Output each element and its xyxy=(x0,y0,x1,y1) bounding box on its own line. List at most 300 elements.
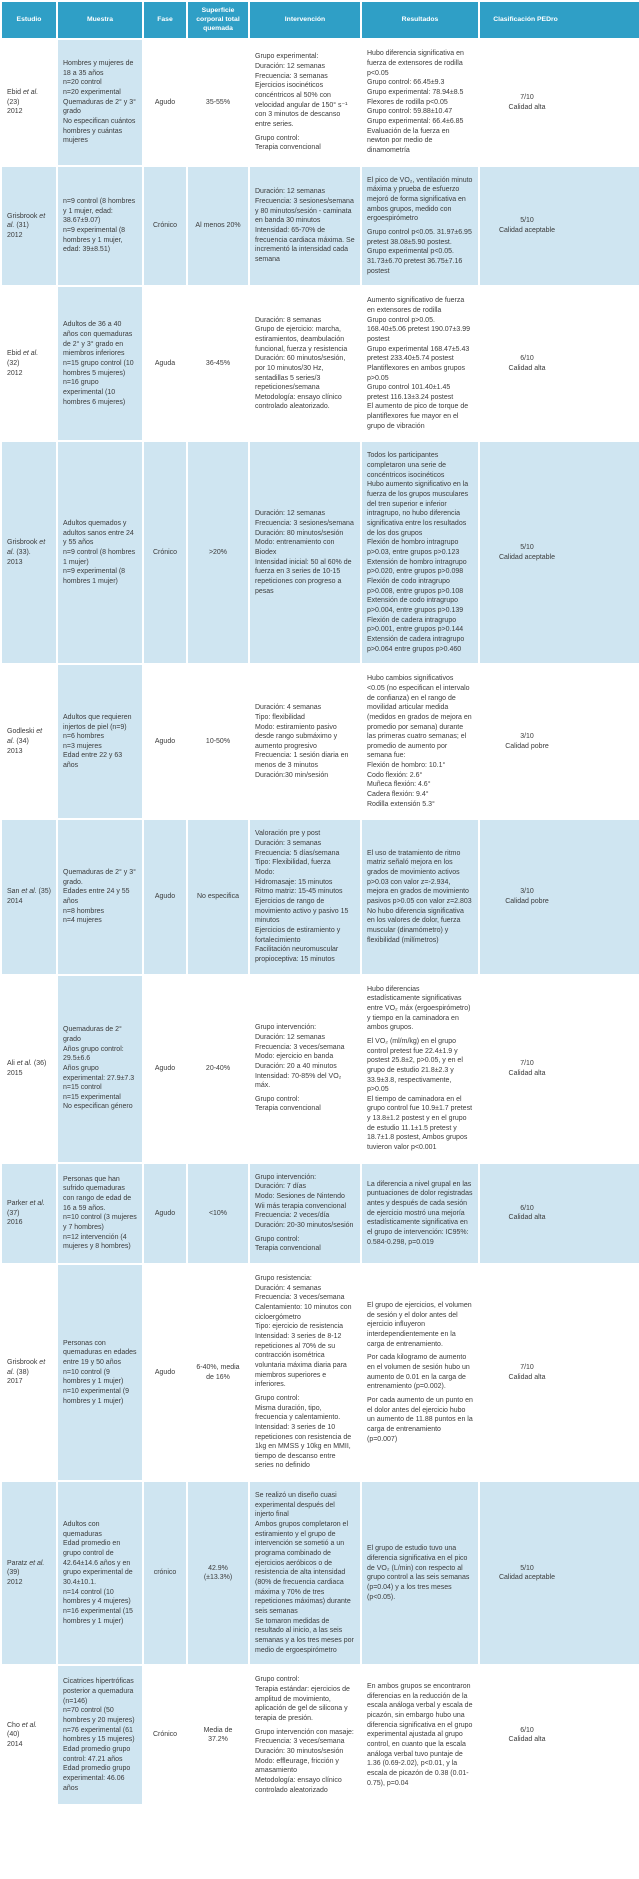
text-line: Duración: 60 minutos/sesión, por 10 minutos/30 Hz, sentadillas 5 series/3 repeticiones/semana xyxy=(255,355,346,392)
table-row xyxy=(1,1264,639,1481)
text-line: Tipo: ejercicio de resistencia xyxy=(255,1323,344,1331)
cell-resultados xyxy=(361,819,479,974)
col-header-label: Superficie corporal total quemada xyxy=(196,7,240,32)
text-line: Calidad aceptable xyxy=(498,553,556,561)
cell-estudio xyxy=(1,664,57,819)
cell-estudio xyxy=(1,441,57,664)
text-line: Calidad alta xyxy=(508,1736,546,1744)
text-line: Grupo experimental p<0.05. 31.73±6.70 pretest 36.75±7.16 postest xyxy=(367,248,463,275)
text-line: Quemaduras de 2° y 3° grado xyxy=(63,98,136,116)
text-line: Facilitación neuromuscular propioceptiva: 15 minutos xyxy=(255,946,339,963)
text-line: n=9 experimental (8 hombres y 1 mujer, edad: 39±8.51) xyxy=(63,226,126,254)
text-line: Calidad alta xyxy=(508,1214,546,1222)
text-line: >20% xyxy=(208,549,228,557)
text-line: Ebid et al. (32) xyxy=(7,350,39,368)
text-line: Hubo diferencias estadísticamente significativas entre VO₂ máx (ergoespirómetro) y tiempo en la caminadora en ambos grupos. xyxy=(367,985,471,1032)
text-line: Agudo xyxy=(154,98,176,106)
cell-resultados xyxy=(361,975,479,1163)
cell-muestra xyxy=(57,1264,143,1481)
text-line: Grupo control: 66.45±9.3 xyxy=(367,79,445,87)
table-body xyxy=(1,39,639,1805)
text-line: Modo: effleurage, fricción y amasamiento xyxy=(255,1757,339,1775)
cell-muestra xyxy=(57,819,143,974)
text-line: Modo: xyxy=(255,869,275,877)
cell-clasificacion-pedro xyxy=(479,1163,639,1264)
text-line: Frecuencia: 3 veces/semana xyxy=(255,1738,345,1746)
text-line: El grupo de ejercicios, el volumen de sesión y el dolor antes del ejercicio influyeron interdependientemente en la carga de entrenamiento. xyxy=(367,1301,472,1348)
text-line: Cho et al. (40) xyxy=(7,1721,37,1739)
cell-superficie xyxy=(187,1665,249,1805)
text-line: Adultos quemados y adultos sanos entre 24 y 55 años xyxy=(63,520,134,547)
text-line: Grisbrook et al. (33). xyxy=(7,539,46,557)
text-line: Calidad pobre xyxy=(505,742,549,750)
text-line: Modo: ejercicio en banda xyxy=(255,1053,334,1061)
text-line: Ejercicios isocinéticos concéntricos al 50% con velocidad angular de 150° s⁻¹ con 3 minutos de descanso entre series. xyxy=(255,82,348,128)
text-line: Cicatrices hipertróficas posterior a quemadura (n=146) xyxy=(63,1678,134,1705)
cell-resultados xyxy=(361,1163,479,1264)
text-line: Agudo xyxy=(154,738,176,745)
table-row xyxy=(1,1163,639,1264)
table-row xyxy=(1,166,639,287)
text-line: Hidromasaje: 15 minutos xyxy=(255,878,333,886)
text-line: Ejercicios de estiramiento y fortalecimiento xyxy=(255,926,341,944)
cell-resultados xyxy=(361,39,479,165)
text-line: Intensidad: 3 series de 10 repeticiones con resistencia de 1kg en MMSS y 10kg en MMII, tiempo de descanso entre series no definido xyxy=(255,1423,352,1470)
text-line: n=70 control (50 hombres y 20 mujeres) xyxy=(63,1707,135,1724)
text-line: n=10 control (3 mujeres y 7 hombres) xyxy=(63,1214,137,1232)
text-line: Personas con quemaduras en edades entre 19 y 50 años xyxy=(63,1339,137,1367)
col-header-resultados xyxy=(361,1,479,39)
text-line: El VO₂ (ml/m/kg) en el grupo control pretest fue 22.4±1.9 y postest 25.8±2, p>0.05, y en el grupo de estudio 21.8±2.3 y 33.9±3.8, respectivamente, p>0.05 xyxy=(367,1037,463,1094)
text-line: Adultos de 36 a 40 años con quemaduras de 2° y 3° grado en miembros inferiores xyxy=(63,321,133,358)
col-header-estudio xyxy=(1,1,57,39)
cell-clasificacion-pedro xyxy=(479,975,639,1163)
text-line: Muñeca flexión: 4.6° xyxy=(367,781,431,789)
text-line: Intensidad: 70-85% del VO₂ máx. xyxy=(255,1072,342,1090)
text-line: Calidad alta xyxy=(508,1373,546,1381)
text-line: 2016 xyxy=(7,1219,23,1227)
cell-fase xyxy=(143,975,187,1163)
cell-muestra xyxy=(57,166,143,287)
text-line: 42.9% (±13.3%) xyxy=(203,1564,233,1582)
cell-muestra xyxy=(57,39,143,165)
text-line: Grupo experimental: 66.4±6.85 xyxy=(367,118,464,126)
text-line: Flexión de codo intragrupo p>0.008, entre grupos p>0.108 xyxy=(367,577,464,595)
text-line: Edad promedio en grupo control de 42.64±14.6 años y en grupo experimental de 30.4±10.1. xyxy=(63,1540,133,1587)
text-line: n=20 experimental xyxy=(63,89,121,97)
text-line: Años grupo control: 29.5±6.6 xyxy=(63,1045,124,1063)
table-row xyxy=(1,975,639,1163)
cell-estudio xyxy=(1,166,57,287)
cell-estudio xyxy=(1,1264,57,1481)
text-line: n=6 hombres xyxy=(63,733,105,741)
text-line: n=15 grupo control (10 hombres 5 mujeres) xyxy=(63,360,134,377)
text-line: Metodología: ensayo clínico controlado aleatorizado. xyxy=(255,393,342,411)
text-line: Por cada kilogramo de aumento en el volumen de sesión hubo un aumento de 0.01 en la carga de entrenamiento (p=0.002). xyxy=(367,1354,470,1391)
text-line: Duración: 20 a 40 minutos xyxy=(255,1062,337,1070)
cell-intervencion xyxy=(249,441,361,664)
text-line: 5/10 xyxy=(520,1564,534,1572)
text-line: Duración: 12 semanas xyxy=(255,1033,326,1041)
text-line: Frecuencia: 3 semanas xyxy=(255,72,328,80)
text-line: Calidad alta xyxy=(508,364,546,372)
cell-superficie xyxy=(187,664,249,819)
text-line: n=3 mujeres xyxy=(63,742,102,750)
text-line: Se tomaron medidas de resultado al inicio, a las seis semanas y a los tres meses por medio de ergoespirómetro xyxy=(255,1617,354,1654)
cell-estudio xyxy=(1,1481,57,1665)
text-line: 2014 xyxy=(7,1741,23,1749)
cell-superficie xyxy=(187,441,249,664)
cell-estudio xyxy=(1,1665,57,1805)
text-line: Duración:30 min/sesión xyxy=(255,771,329,779)
text-line: Paratz et al. (39) xyxy=(7,1559,45,1577)
cell-fase xyxy=(143,286,187,441)
cell-intervencion xyxy=(249,1264,361,1481)
text-line: Grupo intervención: xyxy=(255,1024,317,1032)
text-line: Calidad aceptable xyxy=(498,226,556,234)
cell-fase xyxy=(143,166,187,287)
text-line: Ebid et al. (23) xyxy=(7,89,39,106)
cell-muestra xyxy=(57,664,143,819)
text-line: Modo: estiramiento pasivo desde rango submáximo y aumento progresivo xyxy=(255,723,338,750)
text-line: 2017 xyxy=(7,1378,23,1386)
cell-clasificacion-pedro xyxy=(479,1481,639,1665)
text-line: n=16 experimental (15 hombres y 1 mujer) xyxy=(63,1608,133,1625)
text-line: Hombres y mujeres de 18 a 35 años xyxy=(63,60,134,77)
text-line: 3/10 xyxy=(520,888,534,896)
cell-resultados xyxy=(361,664,479,819)
table-row xyxy=(1,819,639,974)
cell-fase xyxy=(143,1264,187,1481)
text-line: 2012 xyxy=(7,1579,23,1587)
cell-fase xyxy=(143,819,187,974)
text-line: Duración: 12 semanas xyxy=(255,62,326,70)
text-line: Terapia convencional xyxy=(255,1245,321,1253)
text-line: Hubo cambios significativos <0.05 (no especifican el intervalo de confianza) en el rango de movilidad articular medida (medidos en grados de mejora en promedio por semana) durante las primeras cuatro semanas; el promedio de aumento por semana fue: xyxy=(367,675,472,760)
text-line: n=9 experimental (8 hombres 1 mujer) xyxy=(63,568,126,585)
text-line: Adultos con quemaduras xyxy=(63,1521,102,1538)
text-line: 36-45% xyxy=(205,360,231,368)
text-line: Modo: entrenamiento con Biodex xyxy=(255,539,335,557)
text-line: n=76 experimental (61 hombres y 15 mujeres) xyxy=(63,1726,135,1744)
text-line: Terapia convencional xyxy=(255,144,321,152)
text-line: Crónico xyxy=(152,222,178,230)
cell-fase xyxy=(143,1163,187,1264)
text-line: San et al. (35) xyxy=(7,888,51,896)
cell-fase xyxy=(143,1665,187,1805)
cell-fase xyxy=(143,1481,187,1665)
text-line: n=16 grupo experimental (10 hombres 6 mujeres) xyxy=(63,379,126,406)
text-line: 10-50% xyxy=(205,738,231,745)
cell-muestra xyxy=(57,1163,143,1264)
text-line: Ambos grupos completaron el estiramiento y el grupo de intervención se sometió a un programa combinado de ejercicios aeróbicos o de resistencia de alta intensidad (80% de frecuencia cardiaca máxima y 70% de tres repeticiones máximas) durante seis semanas xyxy=(255,1521,351,1616)
table-row xyxy=(1,1481,639,1665)
col-header-label: Fase xyxy=(157,15,173,23)
text-line: Frecuencia: 5 días/semana xyxy=(255,849,340,857)
text-line: <10% xyxy=(208,1209,228,1217)
text-line: 2013 xyxy=(7,747,23,755)
text-line: Ritmo matriz: 15-45 minutos xyxy=(255,888,343,896)
text-line: n=10 experimental (9 hombres y 1 mujer) xyxy=(63,1388,129,1405)
text-line: Extensión de cadera intragrupo p>0.064 entre grupos p>0.460 xyxy=(367,635,465,653)
text-line: El grupo de estudio tuvo una diferencia significativa en el pico de VO₂ (L/min) con respecto al grupo control a las seis semanas (p=0.04) y a los tres meses (p<0.05). xyxy=(367,1545,470,1601)
text-line: Duración: 30 minutos/sesión xyxy=(255,1747,344,1755)
header-row xyxy=(1,1,639,39)
text-line: Plantiflexores en ambos grupos p>0.05 xyxy=(367,364,466,382)
text-line: Agudo xyxy=(154,893,176,901)
text-line: Tipo: flexibilidad xyxy=(255,713,305,721)
text-line: Grupo control: xyxy=(255,134,300,142)
text-line: Duración: 20-30 minutos/sesión xyxy=(255,1222,354,1230)
text-line: Grupo control p>0.05. 168.40±5.06 pretest 190.07±3.99 postest xyxy=(367,316,471,343)
text-line: Godleski et al. (34) xyxy=(7,728,43,745)
text-line: Aguda xyxy=(154,360,176,368)
text-line: Frecuencia: 3 sesiones/semana y 80 minutos/sesión - caminata en banda 30 minutos xyxy=(255,198,354,225)
col-header-label: Muestra xyxy=(86,15,114,23)
text-line: Cadera flexión: 9.4° xyxy=(367,791,429,799)
text-line: El pico de VO₂, ventilación minuto máxima y prueba de esfuerzo mejoró de forma significativa en ambos grupos, medido con ergoespirómetro xyxy=(367,176,473,223)
cell-superficie xyxy=(187,1163,249,1264)
col-header-label: Estudio xyxy=(16,15,42,23)
text-line: 6/10 xyxy=(520,355,534,363)
text-line: Frecuencia: 2 veces/día xyxy=(255,1212,330,1220)
text-line: Grupo control p<0.05. 31.97±6.95 pretest 38.08±5.90 postest. xyxy=(367,228,472,246)
cell-resultados xyxy=(361,286,479,441)
text-line: n=4 mujeres xyxy=(63,917,102,925)
text-line: Intensidad: 65-70% de frecuencia cardiaca máxima. Se incrementó la intensidad cada semana xyxy=(255,226,355,263)
text-line: Evaluación de la fuerza en newton por medio de dinamometría xyxy=(367,127,450,155)
text-line: Duración: 8 semanas xyxy=(255,316,322,324)
text-line: Terapia estándar: ejercicios de amplitud de movimiento, aplicación de gel de silicona y terapia de presión. xyxy=(255,1685,350,1722)
text-line: Agudo xyxy=(154,1368,176,1376)
text-line: 2012 xyxy=(7,108,23,116)
text-line: Grisbrook et al. (38) xyxy=(7,1359,46,1376)
text-line: Grisbrook et al. (31) xyxy=(7,212,46,230)
text-line: Duración: 3 semanas xyxy=(255,840,322,848)
text-line: Extensión de hombro intragrupo p>0.020, entre grupos p>0.098 xyxy=(367,558,467,576)
table-header xyxy=(1,1,639,39)
cell-superficie xyxy=(187,166,249,287)
text-line: La diferencia a nivel grupal en las puntuaciones de dolor registradas antes y después de cada sesión de ejercicio mostró una mejoría estadísticamente significativa en el grupo de intervención: IC95%: 0.584-0.298, p=0.019 xyxy=(367,1180,473,1246)
cell-superficie xyxy=(187,975,249,1163)
cell-clasificacion-pedro xyxy=(479,441,639,664)
text-line: Grupo intervención con masaje: xyxy=(255,1728,354,1736)
text-line: Terapia convencional xyxy=(255,1105,321,1113)
cell-resultados xyxy=(361,166,479,287)
text-line: Grupo control: xyxy=(255,1095,300,1103)
text-line: Calidad pobre xyxy=(505,898,549,906)
text-line: Hubo aumento significativo en la fuerza de los grupos musculares del tren superior e inferior intragrupo, no hubo diferencia significativa entre los resultados de los dos grupos xyxy=(367,481,469,537)
text-line: Grupo resistencia: xyxy=(255,1275,312,1283)
text-line: Metodología: ensayo clínico controlado aleatorizado xyxy=(255,1776,342,1794)
text-line: Edad promedio grupo control: 47.21 años xyxy=(63,1745,131,1763)
text-line: 7/10 xyxy=(520,93,534,101)
text-line: Agudo xyxy=(154,1209,176,1217)
text-line: No hubo diferencia significativa en los valores de dolor, fuerza muscular (dinamómetro) y flexibilidad (milímetros) xyxy=(367,907,464,944)
col-header-fase xyxy=(143,1,187,39)
text-line: Calidad aceptable xyxy=(498,1574,556,1582)
col-header-label: Intervención xyxy=(284,15,326,23)
col-header-clasificacion-pedro xyxy=(479,1,639,39)
text-line: Flexión de cadera intragrupo p>0.001, entre grupos p>0.144 xyxy=(367,616,464,634)
cell-estudio xyxy=(1,286,57,441)
text-line: Frecuencia: 3 veces/semana xyxy=(255,1294,345,1302)
text-line: Grupo de ejercicio: marcha, estiramientos, deambulación funcional, fuerza y resistencia xyxy=(255,326,348,353)
cell-intervencion xyxy=(249,1665,361,1805)
text-line: 5/10 xyxy=(520,217,534,225)
cell-clasificacion-pedro xyxy=(479,166,639,287)
text-line: Años grupo experimental: 27.9±7.3 xyxy=(63,1064,135,1082)
text-line: Frecuencia: 1 sesión diaria en menos de 3 minutos xyxy=(255,752,349,770)
cell-muestra xyxy=(57,286,143,441)
text-line: Duración: 4 semanas xyxy=(255,704,322,712)
text-line: No especifican cuántos hombres y cuántas mujeres xyxy=(63,118,136,145)
text-line: Intensidad: 3 series de 8-12 repeticiones al 70% de su contracción isométrica voluntaria máxima diaria para miembros superiores e inferiores. xyxy=(255,1332,347,1389)
text-line: Codo flexión: 2.6° xyxy=(367,771,423,779)
text-line: En ambos grupos se encontraron diferencias en la reducción de la escala análoga verbal y escala de picazón, sin embargo hubo una diferencia significativa en el grupo experimental ajustada al grupo control, en cuanto que la escala análoga verbal tuvo puntaje de 1.36 (0.69-2.02), p<0.01, y la escala de picazón de 0.38 (0.01-0.75), p=0.04 xyxy=(367,1683,473,1787)
cell-fase xyxy=(143,441,187,664)
cell-resultados xyxy=(361,1665,479,1805)
text-line: 2015 xyxy=(7,1069,23,1077)
text-line: Grupo experimental: xyxy=(255,53,319,61)
text-line: Misma duración, tipo, frecuencia y calentamiento. xyxy=(255,1404,341,1422)
col-header-intervencion xyxy=(249,1,361,39)
text-line: No especifica xyxy=(196,893,240,901)
text-line: 2013 xyxy=(7,558,23,566)
text-line: n=20 control xyxy=(63,79,102,87)
text-line: No especifican género xyxy=(63,1103,133,1111)
text-line: Al menos 20% xyxy=(195,222,241,230)
text-line: Intensidad inicial: 50 al 60% de fuerza en 3 series de 10-15 repeticiones con progreso a pesas xyxy=(255,558,352,595)
text-line: 6/10 xyxy=(520,1726,534,1734)
text-line: Valoración pre y post xyxy=(255,830,321,838)
text-line: Quemaduras de 2° grado xyxy=(63,1026,122,1043)
cell-intervencion xyxy=(249,166,361,287)
text-line: Calentamiento: 10 minutos con cicloergómetro xyxy=(255,1303,352,1321)
text-line: Flexión de hombro intragrupo p>0.03, entre grupos p>0.123 xyxy=(367,539,460,557)
cell-intervencion xyxy=(249,286,361,441)
text-line: Ejercicios de rango de movimiento activo y pasivo 15 minutos xyxy=(255,898,349,925)
text-line: Edades entre 24 y 55 años xyxy=(63,888,130,906)
cell-intervencion xyxy=(249,664,361,819)
text-line: n=9 control (8 hombres y 1 mujer, edad: 38.67±9.07) xyxy=(63,198,136,225)
cell-estudio xyxy=(1,1163,57,1264)
text-line: n=9 control (8 hombres 1 mujer) xyxy=(63,549,136,566)
table-row xyxy=(1,39,639,165)
text-line: Flexión de hombro: 10.1° xyxy=(367,762,446,770)
text-line: Duración: 12 semanas xyxy=(255,510,326,518)
text-line: Grupo control: xyxy=(255,1235,300,1243)
text-line: Adultos que requieren injertos de piel (n=9) xyxy=(63,713,132,731)
text-line: Se realizó un diseño cuasi experimental después del injerto final xyxy=(255,1492,337,1519)
text-line: Flexores de rodilla p<0.05 xyxy=(367,98,448,106)
text-line: Duración: 4 semanas xyxy=(255,1284,322,1292)
text-line: Quemaduras de 2° y 3° grado. xyxy=(63,869,136,886)
text-line: El tiempo de caminadora en el grupo control fue 10.9±1.7 pretest y 13.8±1.2 postest y en el grupo de estudio 11.1±1.5 pretest y 18.7±1.8 postest, Ambos grupos tuvieron valor p<0.001 xyxy=(367,1095,473,1152)
text-line: Duración: 7 días xyxy=(255,1183,306,1191)
text-line: Aumento significativo de fuerza en extensores de rodilla xyxy=(367,297,465,314)
cell-resultados xyxy=(361,1481,479,1665)
text-line: Crónico xyxy=(152,1731,178,1739)
table-row xyxy=(1,1665,639,1805)
cell-estudio xyxy=(1,39,57,165)
text-line: n=8 hombres xyxy=(63,907,105,915)
text-line: Agudo xyxy=(154,1064,176,1072)
text-line: Parker et al. (37) xyxy=(7,1199,45,1217)
text-line: Grupo intervención: xyxy=(255,1173,317,1181)
table-row xyxy=(1,664,639,819)
text-line: Duración: 80 minutos/sesión xyxy=(255,529,344,537)
cell-superficie xyxy=(187,1481,249,1665)
text-line: 6/10 xyxy=(520,1204,534,1212)
cell-superficie xyxy=(187,39,249,165)
text-line: Ali et al. (36) xyxy=(7,1060,47,1068)
text-line: Crónico xyxy=(152,549,178,557)
table-row xyxy=(1,286,639,441)
text-line: Todos los participantes completaron una serie de concéntricos isocinéticos xyxy=(367,452,446,479)
text-line: El uso de tratamiento de ritmo matriz señaló mejora en los grados de movimiento activos p>0.03 con valor z=-2.934, mejora en grados de movimiento pasivos p>0.05 con valor z=2.803 xyxy=(367,849,472,906)
text-line: Frecuencia: 3 veces/semana xyxy=(255,1043,345,1051)
text-line: Edad promedio grupo experimental: 46.06 años xyxy=(63,1765,131,1792)
text-line: 20-40% xyxy=(205,1064,231,1072)
cell-muestra xyxy=(57,975,143,1163)
cell-fase xyxy=(143,39,187,165)
text-line: Rodilla extensión 5.3° xyxy=(367,800,435,808)
text-line: Por cada aumento de un punto en el dolor antes del ejercicio hubo un aumento de 11.88 puntos en la carga de entrenamiento (p=0.007) xyxy=(367,1396,473,1443)
cell-intervencion xyxy=(249,39,361,165)
text-line: Personas que han sufrido quemaduras con rango de edad de 16 a 59 años. xyxy=(63,1175,132,1212)
col-header-muestra xyxy=(57,1,143,39)
cell-muestra xyxy=(57,441,143,664)
text-line: crónico xyxy=(153,1569,177,1577)
text-line: Duración: 12 semanas xyxy=(255,188,326,196)
text-line: Frecuencia: 3 sesiones/semana xyxy=(255,520,354,528)
text-line: 2012 xyxy=(7,231,23,239)
cell-intervencion xyxy=(249,975,361,1163)
cell-fase xyxy=(143,664,187,819)
text-line: n=12 intervención (4 mujeres y 8 hombres) xyxy=(63,1233,131,1251)
text-line: n=15 experimental xyxy=(63,1093,121,1101)
text-line: 3/10 xyxy=(520,733,534,741)
cell-clasificacion-pedro xyxy=(479,1665,639,1805)
cell-intervencion xyxy=(249,819,361,974)
text-line: Modo: Sesiones de Nintendo Wii más terapia convencional xyxy=(255,1193,347,1210)
cell-resultados xyxy=(361,1264,479,1481)
text-line: Hubo diferencia significativa en fuerza de extensores de rodilla p<0.05 xyxy=(367,50,464,77)
cell-clasificacion-pedro xyxy=(479,1264,639,1481)
text-line: Media de 37.2% xyxy=(203,1726,233,1744)
cell-muestra xyxy=(57,1665,143,1805)
cell-muestra xyxy=(57,1481,143,1665)
text-line: n=10 control (9 hombres y 1 mujer) xyxy=(63,1368,124,1386)
text-line: n=15 control xyxy=(63,1084,102,1092)
cell-clasificacion-pedro xyxy=(479,286,639,441)
col-header-label: Clasificación PEDro xyxy=(493,15,558,23)
cell-superficie xyxy=(187,286,249,441)
cell-intervencion xyxy=(249,1481,361,1665)
cell-estudio xyxy=(1,975,57,1163)
text-line: Grupo control: 59.88±10.47 xyxy=(367,108,453,116)
cell-intervencion xyxy=(249,1163,361,1264)
text-line: Grupo control 101.40±1.45 pretest 116.13±3.24 postest xyxy=(367,384,454,401)
cell-clasificacion-pedro xyxy=(479,664,639,819)
text-line: Calidad alta xyxy=(508,1069,546,1077)
text-line: 7/10 xyxy=(520,1060,534,1068)
text-line: Grupo experimental 168.47±5.43 pretest 233.40±5.74 postest xyxy=(367,345,470,363)
text-line: 2014 xyxy=(7,898,23,906)
cell-clasificacion-pedro xyxy=(479,39,639,165)
text-line: 2012 xyxy=(7,369,23,377)
